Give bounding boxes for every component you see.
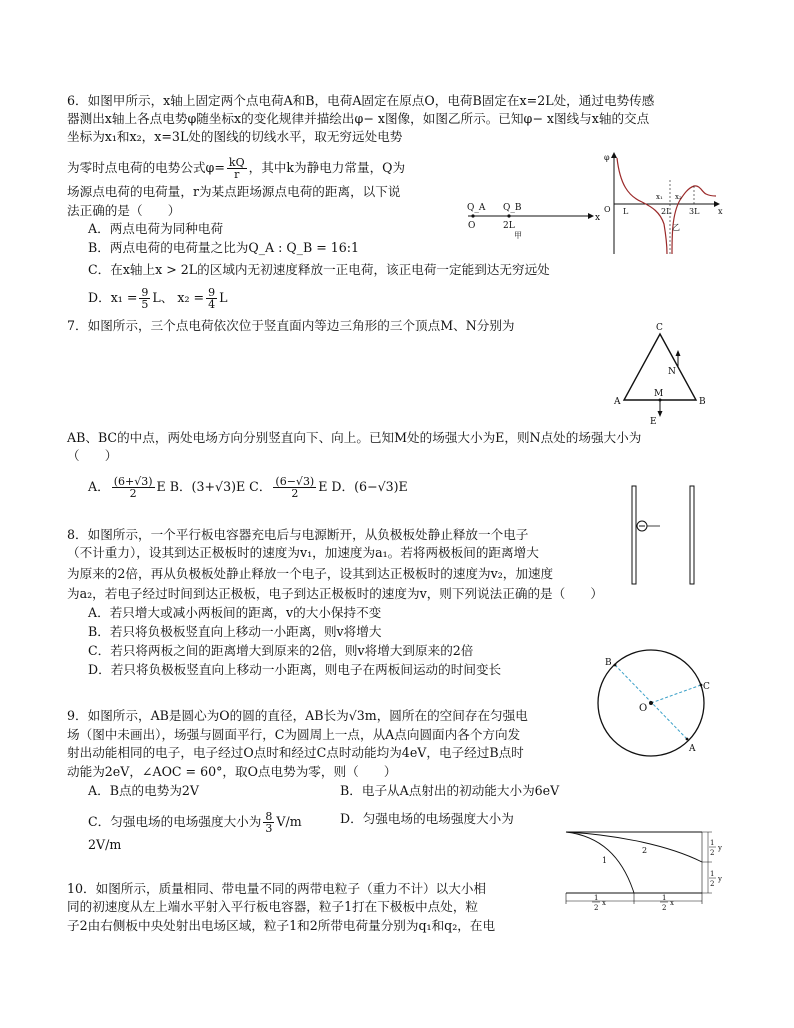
q10-half-x-var-2: x — [670, 899, 674, 907]
q9-line-2: 场（图中未画出），场强与圆面平行，C为圆周上一点，从A点向圆面内各个方向发 — [67, 727, 521, 742]
q6-yi-x2: x₂ — [675, 193, 682, 201]
q10-line-1: 10．如图所示，质量相同、带电量不同的两带电粒子（重力不计）以大小相 — [67, 881, 487, 896]
q6-jia-qb: Q_B — [503, 203, 522, 213]
q6-option-d: D．x₁ = $\frac{9}{5}$ L、 x₂ = $\frac{9}{4}$ L — [88, 286, 228, 311]
q8-option-d: D．若只将负极板竖直向上移动一小距离，则电子在两板间运动的时间变长 — [88, 662, 502, 677]
q6-line-6: 法正确的是（ ） — [67, 203, 181, 218]
q9-option-c: C．匀强电场的电场强度大小为 $\frac{8}{3}$ V/m — [88, 810, 302, 835]
q6-line-1: 6．如图甲所示，x轴上固定两个点电荷A和B，电荷A固定在原点O，电荷B固定在x=2L处，通过电势传感 — [67, 93, 655, 108]
q7-label-m: M — [654, 389, 664, 399]
q7-line-3: （ ） — [67, 448, 118, 463]
q6-yi-l: L — [623, 207, 629, 216]
q6-line-5: 场源点电荷的电荷量，r为某点距场源点电荷的距离，以下说 — [67, 184, 401, 199]
q6-yi-x1: x₁ — [656, 193, 663, 201]
q9-line-3: 射出动能相同的电子，电子经过O点时和经过C点时动能均为4eV，电子经过B点时 — [67, 745, 524, 760]
q9-label-b: B — [605, 658, 612, 668]
q10-half-y-var-1: y — [718, 844, 722, 852]
q9-label-c: C — [703, 682, 710, 692]
q7-label-b: B — [699, 397, 706, 407]
q10-half-y-num-2: 1 — [710, 870, 715, 878]
q9-label-a: A — [689, 744, 696, 754]
q9-option-b: B．电子从A点射出的初动能大小为6eV — [340, 783, 560, 798]
q7-label-n: N — [668, 367, 676, 377]
q8-option-a: A．若只增大或减小两板间的距离，v的大小保持不变 — [88, 605, 382, 620]
q6-option-a: A．两点电荷为同种电荷 — [88, 221, 224, 236]
q10-half-x-den-2: 2 — [662, 904, 667, 912]
q6-jia-2l: 2L — [503, 221, 515, 231]
q10-half-y-var-2: y — [718, 875, 722, 883]
q10-half-y-den-1: 2 — [710, 849, 715, 857]
q8-line-1: 8．如图所示，一个平行板电容器充电后与电源断开，从负极板处静止释放一个电子 — [67, 527, 529, 542]
q10-half-x-num-2: 1 — [662, 894, 667, 902]
q9-option-d: D．匀强电场的电场强度大小为 — [340, 811, 514, 826]
q6-yi-o: O — [604, 205, 611, 214]
q10-particle-2: 2 — [642, 846, 648, 855]
q6-jia-qa: Q_A — [467, 203, 486, 213]
q9-line-4: 动能为2eV，∠AOC = 60°，取O点电势为零，则（ ） — [67, 764, 397, 779]
q6-option-b: B．两点电荷的电荷量之比为Q_A : Q_B = 16:1 — [88, 240, 360, 255]
q7-triangle-figure — [610, 320, 720, 430]
q10-trajectory-figure — [560, 826, 730, 916]
q9-option-a: A．B点的电势为2V — [88, 783, 200, 798]
q10-half-x-num-1: 1 — [594, 894, 599, 902]
q6-jia-x: x — [595, 213, 601, 223]
q6-yi-phi: φ — [604, 153, 610, 162]
q7-label-c: C — [656, 323, 663, 333]
q8-line-2: （不计重力），设其到达正极板时的速度为v₁，加速度为a₁。若将两极板间的距离增大 — [67, 545, 539, 560]
q7-line-1: 7．如图所示，三个点电荷依次位于竖直面内等边三角形的三个顶点M、N分别为 — [67, 318, 515, 333]
q7-options: A． $\frac{(6+√3)}{2}$ E B．(3+√3)E C． $\frac{(6-√3)}{2}$ E D．(6−√3)E — [88, 475, 408, 500]
q6-potential-fraction: $\frac{kQ}{r}$ — [228, 156, 245, 181]
q8-option-c: C．若只将两板之间的距离增大到原来的2倍，则v将增大到原来的2倍 — [88, 643, 474, 658]
q10-line-3: 子2由右侧板中央处射出电场区域，粒子1和2所带电荷量分别为q₁和q₂，在电 — [67, 918, 496, 933]
q9-line-1: 9．如图所示，AB是圆心为O的圆的直径，AB长为√3m，圆所在的空间存在匀强电 — [67, 708, 528, 723]
q9-circle-figure — [595, 647, 715, 767]
q6-line-2: 器测出x轴上各点电势φ随坐标x的变化规律并描绘出φ− x图像，如图乙所示。已知φ− x图线与x轴的交点 — [67, 111, 650, 126]
q10-half-x-var-1: x — [602, 899, 606, 907]
q6-yi-3l: 3L — [689, 207, 700, 216]
q9-option-d-value: 2V/m — [88, 837, 122, 852]
q6-option-c: C．在x轴上x > 2L的区域内无初速度释放一正电荷，该正电荷一定能到达无穷远处 — [88, 262, 550, 277]
q6-line-3: 坐标为x₁和x₂，x=3L处的图线的切线水平，取无穷远处电势 — [67, 129, 403, 144]
q10-half-y-num-1: 1 — [710, 839, 715, 847]
q10-line-2: 同的初速度从左上端水平射入平行板电容器，粒子1打在下极板中点处，粒 — [67, 899, 479, 914]
q8-line-3: 为原来的2倍，再从负极板处静止释放一个电子，设其到达正极板时的速度为v₂，加速度 — [67, 566, 554, 581]
q7-line-2: AB、BC的中点，两处电场方向分别竖直向下、向上。已知M处的场强大小为E，则N点处的场强大小为 — [67, 430, 642, 445]
q6-figure-yi — [598, 150, 728, 260]
q10-particle-1: 1 — [602, 856, 608, 865]
q6-figure-jia — [462, 198, 612, 238]
q6-jia-o: O — [468, 221, 476, 231]
q7-label-a: A — [614, 397, 621, 407]
q6-line-4: 为零时点电荷的电势公式φ= $\frac{kQ}{r}$ ，其中k为静电力常量，Q为 — [67, 156, 406, 181]
q6-yi-caption: 乙 — [672, 223, 680, 232]
q8-capacitor-figure — [630, 486, 710, 586]
q10-half-y-den-2: 2 — [710, 880, 715, 888]
q7-label-e: E — [650, 417, 657, 427]
q8-option-b: B．若只将负极板竖直向上移动一小距离，则v将增大 — [88, 624, 382, 639]
q6-yi-x: x — [718, 207, 723, 216]
q10-half-x-den-1: 2 — [594, 904, 599, 912]
q9-label-o: O — [639, 703, 648, 714]
q6-jia-caption: 甲 — [514, 231, 522, 240]
q6-yi-2l: 2L — [661, 207, 672, 216]
q8-line-4: 为a₂，若电子经过时间到达正极板，电子到达正极板时的速度为v，则下列说法正确的是（ ） — [67, 586, 604, 601]
